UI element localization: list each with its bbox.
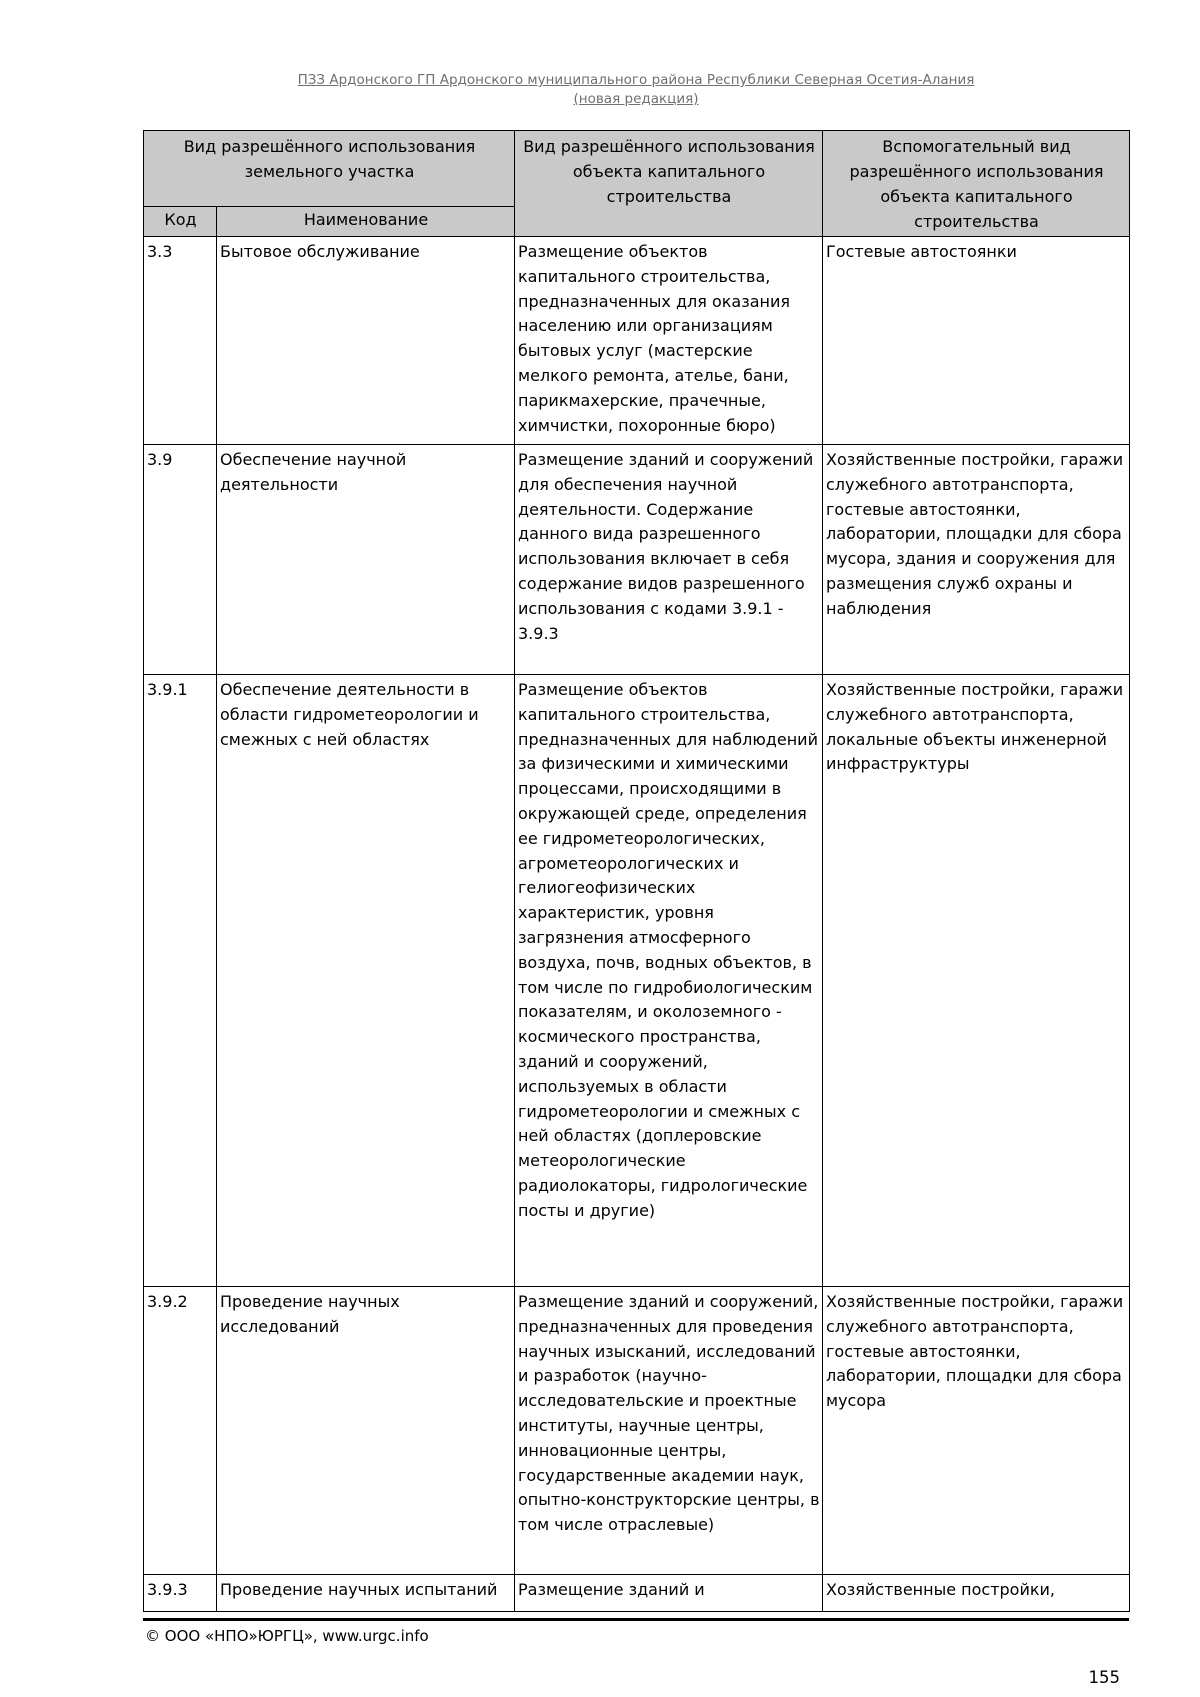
table-row <box>144 237 1130 445</box>
header-subtitle: (новая редакция) <box>573 91 699 107</box>
cell-aux: Хозяйственные постройки, <box>823 1575 1130 1612</box>
cell-capital: Размещение зданий и сооружений для обеспечения научной деятельности. Содержание данного вида разрешенного использования включает в себя содержание видов разрешенного использования с кодами 3.9.1 - 3.9.3 <box>515 445 823 675</box>
cell-code: 3.9 <box>144 445 217 675</box>
cell-code: 3.9.1 <box>144 675 217 1287</box>
footer-copyright: © ООО «НПО»ЮРГЦ», www.urgc.info <box>145 1627 429 1645</box>
header-land-use-group: Вид разрешённого использования земельного участка <box>144 131 515 207</box>
cell-name: Обеспечение деятельности в области гидрометеорологии и смежных с ней областях <box>217 675 515 1287</box>
cell-code: 3.3 <box>144 237 217 445</box>
header-name: Наименование <box>217 207 515 237</box>
cell-capital: Размещение объектов капитального строительства, предназначенных для наблюдений за физическими и химическими процессами, происходящими в окружающей среде, определения ее гидрометеорологических, агрометеорологических и гелиогеофизических характеристик, уровня загрязнения атмосферного воздуха, почв, водных объектов, в том числе по гидробиологическим показателям, и околоземного - космического пространства, зданий и сооружений, используемых в области гидрометеорологии и смежных с ней областях (доплеровские метеорологические радиолокаторы, гидрологические посты и другие) <box>515 675 823 1287</box>
header-capital-construction: Вид разрешённого использования объекта капитального строительства <box>515 131 823 237</box>
cell-name: Бытовое обслуживание <box>217 237 515 445</box>
cell-code: 3.9.3 <box>144 1575 217 1612</box>
table-row <box>144 1287 1130 1575</box>
table-row <box>144 1575 1130 1612</box>
cell-capital: Размещение объектов капитального строительства, предназначенных для оказания населению или организациям бытовых услуг (мастерские мелкого ремонта, ателье, бани, парикмахерские, прачечные, химчистки, похоронные бюро) <box>515 237 823 445</box>
table-row <box>144 445 1130 675</box>
land-use-table <box>143 130 1130 1612</box>
cell-aux: Гостевые автостоянки <box>823 237 1130 445</box>
page-header <box>143 71 1129 109</box>
header-auxiliary-use: Вспомогательный вид разрешённого использования объекта капитального строительства <box>823 131 1130 237</box>
cell-aux: Хозяйственные постройки, гаражи служебного автотранспорта, гостевые автостоянки, лаборатории, площадки для сбора мусора <box>823 1287 1130 1575</box>
cell-capital: Размещение зданий и <box>515 1575 823 1612</box>
cell-capital: Размещение зданий и сооружений, предназначенных для проведения научных изысканий, исследований и разработок (научно-исследовательские и проектные институты, научные центры, инновационные центры, государственные академии наук, опытно-конструкторские центры, в том числе отраслевые) <box>515 1287 823 1575</box>
cell-name: Обеспечение научной деятельности <box>217 445 515 675</box>
header-code: Код <box>144 207 217 237</box>
footer-divider <box>143 1618 1129 1621</box>
cell-aux: Хозяйственные постройки, гаражи служебного автотранспорта, гостевые автостоянки, лаборатории, площадки для сбора мусора, здания и сооружения для размещения служб охраны и наблюдения <box>823 445 1130 675</box>
table-row <box>144 675 1130 1287</box>
cell-name: Проведение научных испытаний <box>217 1575 515 1612</box>
cell-code: 3.9.2 <box>144 1287 217 1575</box>
cell-aux: Хозяйственные постройки, гаражи служебного автотранспорта, локальные объекты инженерной инфраструктуры <box>823 675 1130 1287</box>
cell-name: Проведение научных исследований <box>217 1287 515 1575</box>
page-number: 155 <box>1088 1668 1120 1687</box>
header-title: ПЗЗ Ардонского ГП Ардонского муниципального района Республики Северная Осетия-Алания <box>297 72 975 88</box>
